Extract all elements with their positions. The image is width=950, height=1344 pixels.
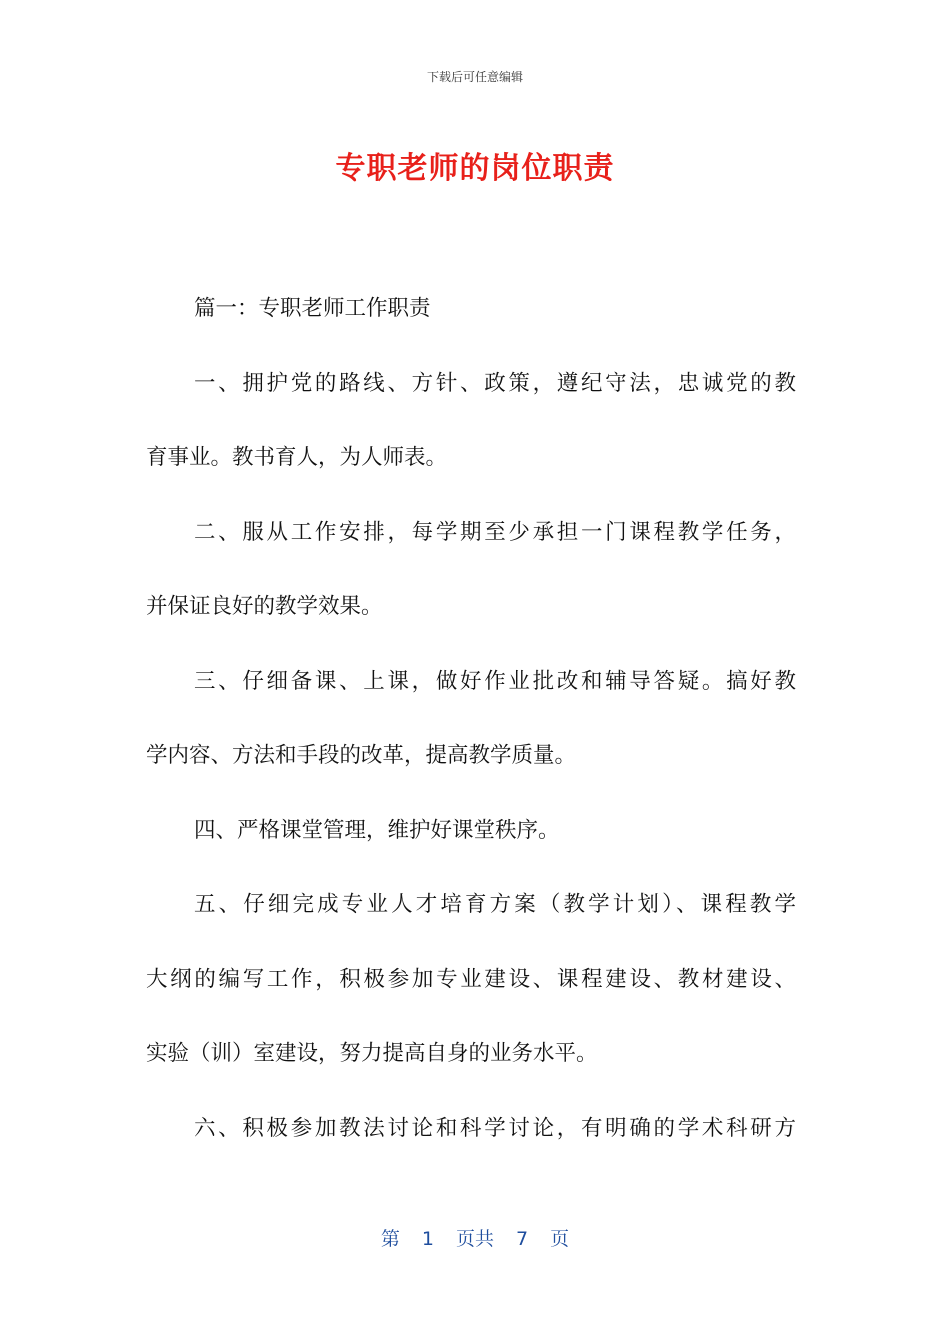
paragraph-line: 实验（训）室建设，努力提高自身的业务水平。: [146, 1041, 598, 1066]
paragraph-line: 并保证良好的教学效果。: [146, 594, 383, 619]
section-heading: 篇一：专职老师工作职责: [194, 296, 431, 321]
paragraph-line: 育事业。教书育人，为人师表。: [146, 445, 448, 470]
paragraph-line: 四、严格课堂管理，维护好课堂秩序。: [194, 817, 560, 843]
paragraph-line: 三、仔细备课、上课，做好作业批改和辅导答疑。搞好教: [194, 668, 796, 694]
footer-label-first: 第: [380, 1228, 400, 1250]
footer-current-page: 1: [421, 1228, 434, 1250]
paragraph-line: 六、积极参加教法讨论和科学讨论，有明确的学术科研方: [194, 1115, 796, 1141]
paragraph-line: 学内容、方法和手段的改革，提高教学质量。: [146, 743, 577, 768]
paragraph-line: 二、服从工作安排，每学期至少承担一门课程教学任务，: [194, 519, 796, 545]
footer-label-last: 页: [550, 1228, 570, 1250]
document-body: [146, 272, 796, 1166]
document-title: 专职老师的岗位职责: [335, 151, 615, 186]
paragraph-line: 五、仔细完成专业人才培育方案（教学计划）、课程教学: [194, 892, 796, 917]
footer-label-middle: 页共: [455, 1228, 494, 1250]
paragraph-line: 大纲的编写工作，积极参加专业建设、课程建设、教材建设、: [146, 966, 796, 992]
header-note: 下载后可任意编辑: [426, 70, 523, 84]
page-footer: [0, 1224, 950, 1251]
footer-total-pages: 7: [516, 1228, 529, 1250]
paragraph-line: 一、拥护党的路线、方针、政策，遵纪守法，忠诚党的教: [194, 370, 796, 396]
